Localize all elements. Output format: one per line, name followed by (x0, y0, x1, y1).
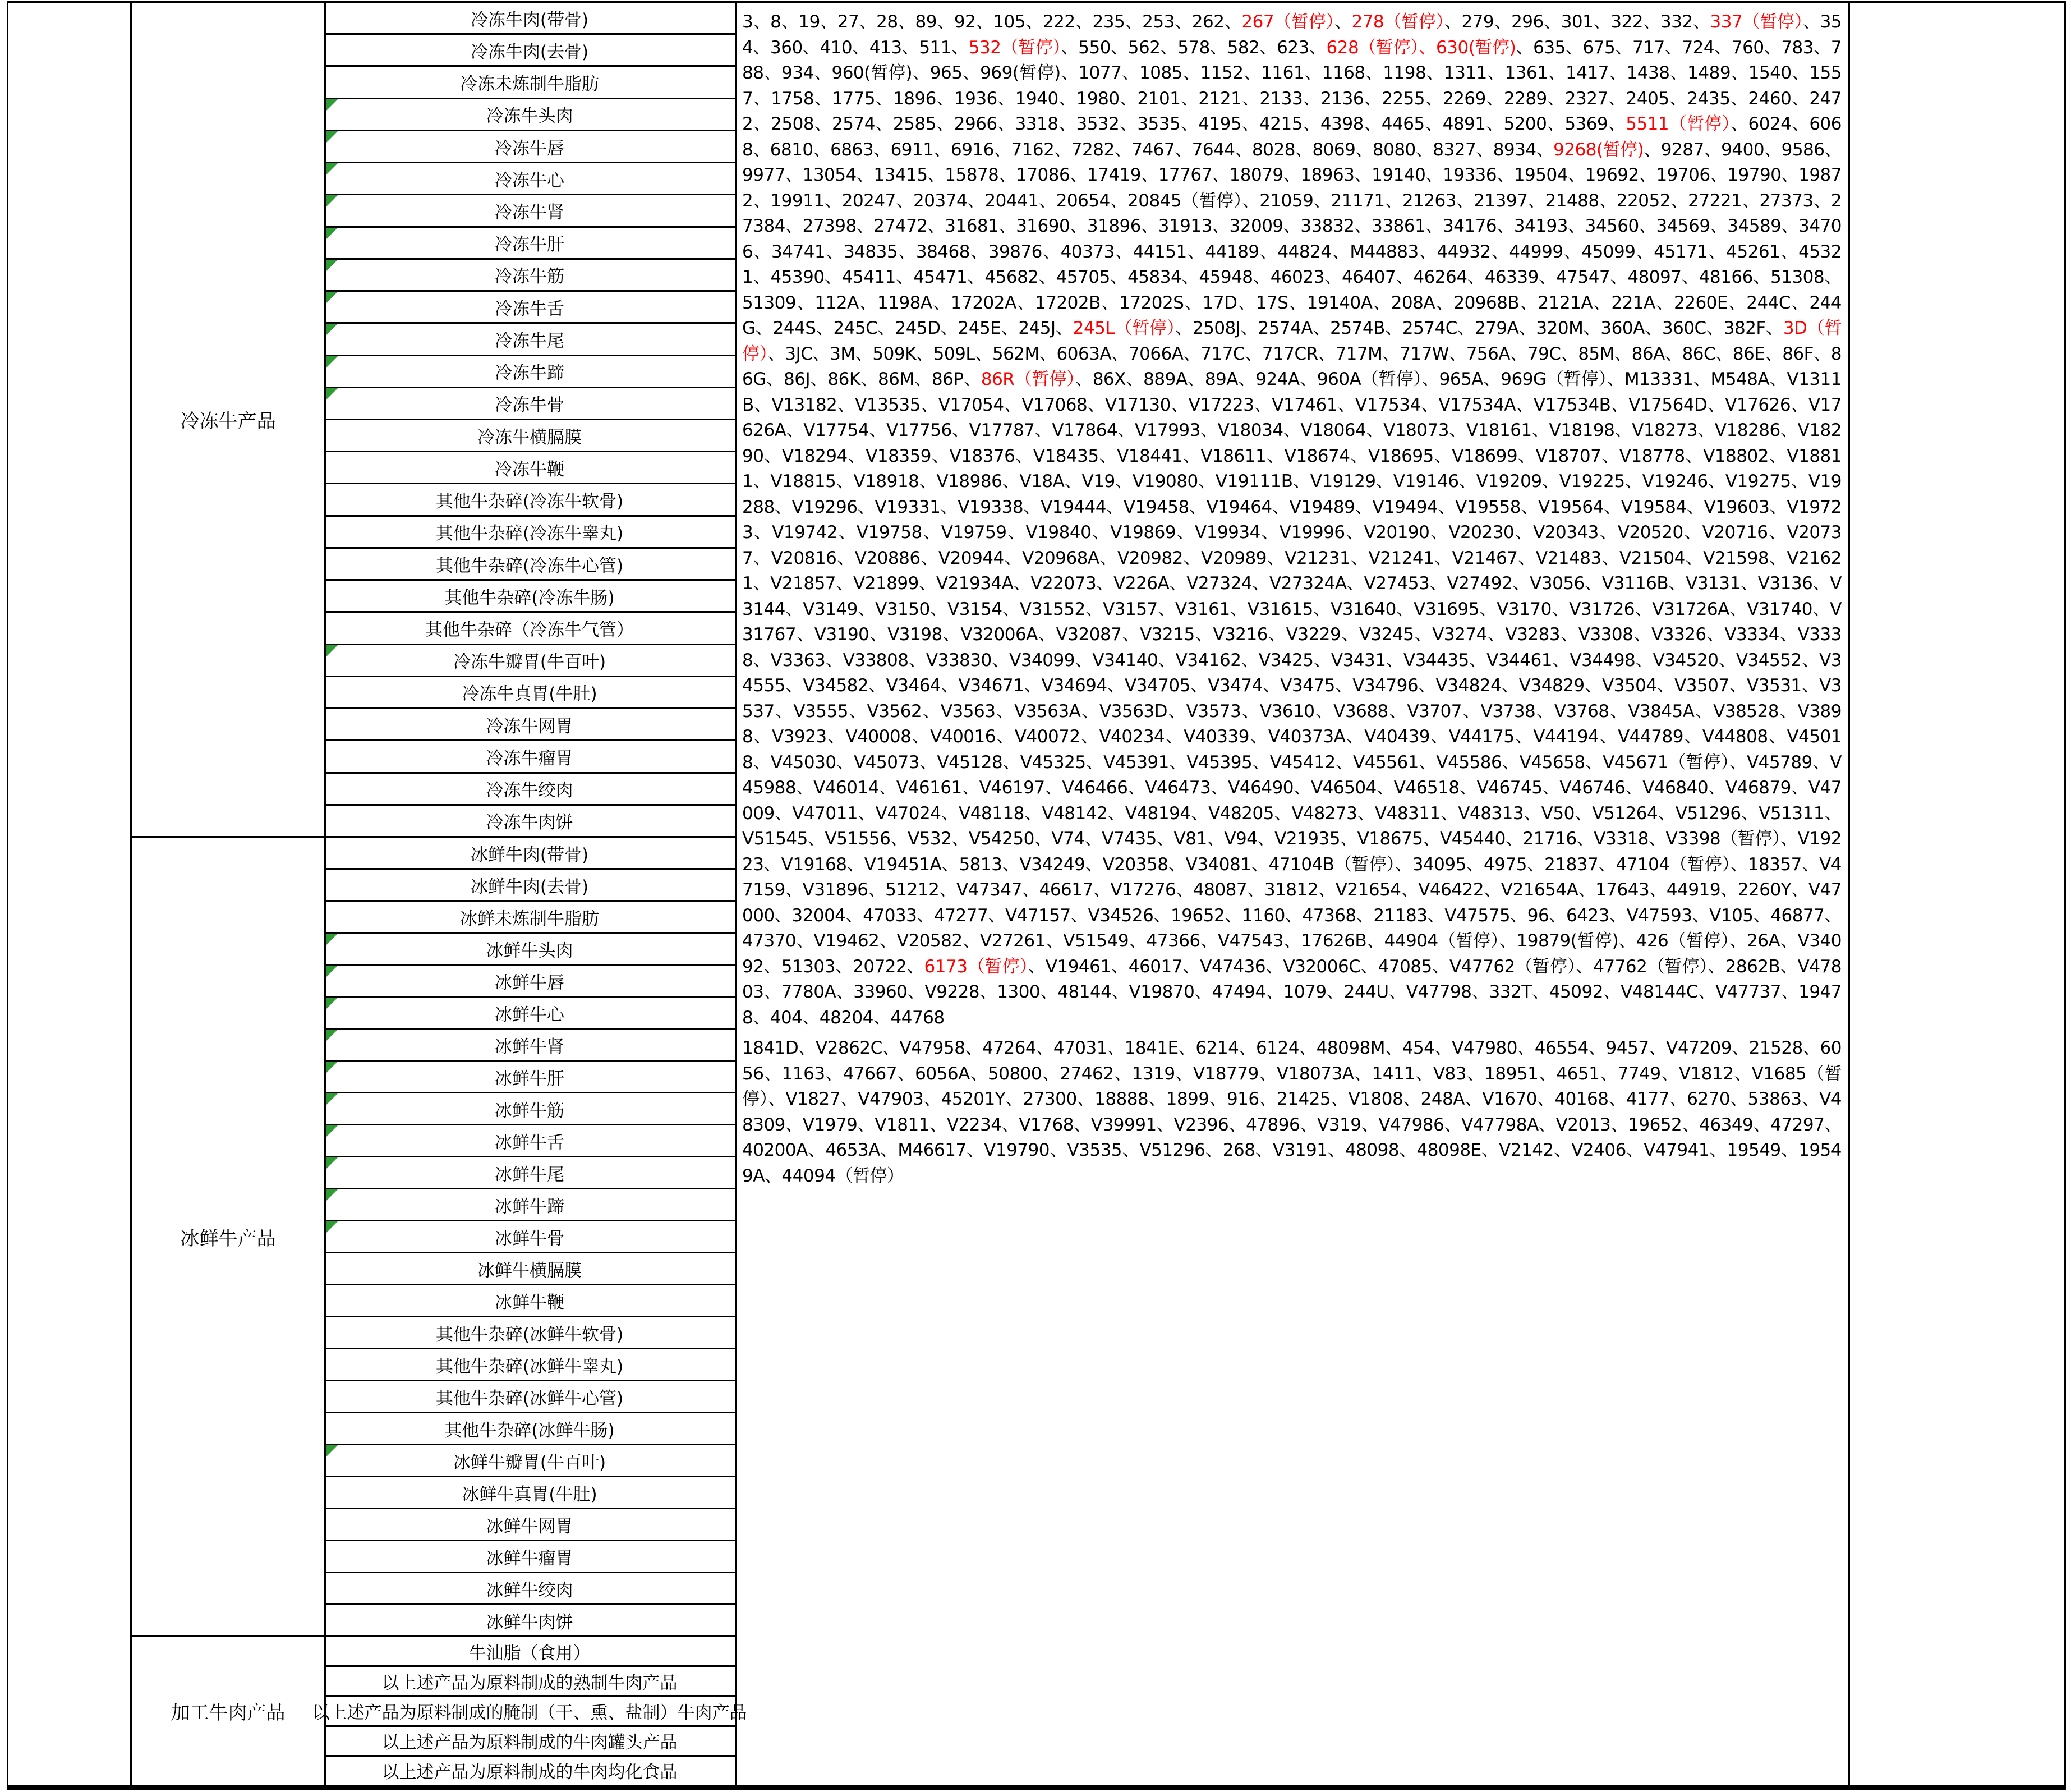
product-label: 冷冻牛绞肉 (486, 780, 573, 801)
table-bottom-border (7, 1785, 2066, 1790)
product-label: 冰鲜牛鞭 (495, 1292, 564, 1313)
product-cell[interactable] (326, 1413, 733, 1444)
number-run: 、 (1334, 12, 1352, 32)
product-cell[interactable] (326, 260, 733, 290)
product-cell[interactable] (326, 1125, 733, 1156)
comment-triangle-icon (326, 195, 338, 207)
product-cell[interactable] (326, 292, 733, 322)
product-cell[interactable] (326, 774, 733, 804)
suspended-number: 245L（暂停） (1073, 318, 1176, 338)
product-cell[interactable] (326, 1541, 733, 1572)
product-label: 其他牛杂碎(冷冻牛心管) (435, 555, 624, 576)
product-cell[interactable] (326, 966, 733, 996)
product-cell[interactable] (326, 356, 733, 387)
product-cell[interactable] (326, 1093, 733, 1124)
product-label: 冷冻牛网胃 (486, 716, 573, 737)
product-cell[interactable] (326, 581, 733, 611)
product-cell[interactable] (326, 1349, 733, 1380)
product-label: 以上述产品为原料制成的牛肉均化食品 (381, 1762, 678, 1783)
product-cell[interactable] (326, 1637, 733, 1665)
comment-triangle-icon (326, 1062, 338, 1073)
suspended-number: 337（暂停） (1710, 12, 1803, 32)
product-label: 牛油脂（食用） (468, 1643, 591, 1664)
comment-triangle-icon (326, 163, 338, 175)
product-label: 冰鲜未炼制牛脂肪 (460, 908, 599, 929)
product-label: 以上述产品为原料制成的熟制牛肉产品 (381, 1672, 678, 1693)
product-cell[interactable] (326, 1062, 733, 1092)
product-cell[interactable] (326, 420, 733, 451)
product-cell[interactable] (326, 1381, 733, 1412)
product-cell[interactable] (326, 1317, 733, 1348)
product-label: 冷冻牛骨 (495, 395, 564, 416)
product-label: 冰鲜牛尾 (495, 1164, 564, 1185)
product-cell[interactable] (326, 1285, 733, 1316)
product-cell[interactable] (326, 324, 733, 354)
comment-triangle-icon (326, 356, 338, 368)
category-cell-chilled[interactable] (132, 838, 324, 1635)
product-cell[interactable] (326, 1667, 733, 1695)
comment-triangle-icon (326, 934, 338, 945)
product-label: 冰鲜牛瓣胃(牛百叶) (453, 1452, 606, 1473)
number-run: 1841D、V2862C、V47958、47264、47031、1841E、6214、6124、48098M、454、V47980、46554、9457、V47209、21528、6056、1163、47667、6056A、50800、27462、1319、V18779、V18073A、1411、V83、18951、4651、7749、V1812、V1685（暂停）、V1827、V47903、45201Y、27300、18888、1899、916、21425、V1808、248A、V1670、40168、4177、6270、53863、V48309、V1979、V1811、V2234、V1768、V39991、V2396、47896、V319、V47986、V47798A、V2013、19652、46349、47297、40200A、4653A、M46617、V19790、V3535、V51296、268、V3191、48098、48098E、V2142、V2406、V47941、19549、19549A、44094（暂停） (742, 1038, 1842, 1186)
category-cell-frozen[interactable] (132, 3, 324, 836)
comment-triangle-icon (326, 260, 338, 272)
product-label: 其他牛杂碎(冰鲜牛软骨) (435, 1324, 624, 1345)
product-cell[interactable] (326, 1605, 733, 1635)
product-label: 冷冻未炼制牛脂肪 (460, 74, 599, 95)
product-label: 冷冻牛真胃(牛肚) (462, 684, 597, 705)
table-left-border (7, 1, 8, 1790)
product-label: 其他牛杂碎(冷冻牛睾丸) (435, 523, 624, 544)
product-label: 冰鲜牛蹄 (495, 1196, 564, 1217)
product-label: 以上述产品为原料制成的牛肉罐头产品 (381, 1733, 678, 1753)
chilled-establishment-numbers (742, 1036, 1842, 1189)
product-label: 冷冻牛唇 (495, 138, 564, 159)
comment-triangle-icon (326, 131, 338, 143)
product-cell[interactable] (326, 1030, 733, 1060)
number-run: 、86X、889A、89A、924A、960A（暂停）、965A、969G（暂停）、M13331、M548A、V1311B、V13182、V13535、V17054、V17068、V17130、V17223、V17461、V17534、V17534A、V17534B、V17564D、V17626、V17626A、V17754、V17756、V17787、V17864、V17993、V18034、V18064、V18073、V18161、V18198、V18273、V18286、V18290、V18294、V18359、V18376、V18435、V18441、V18611、V18674、V18695、V18699、V18707、V18778、V18802、V18811、V18815、V18918、V18986、V18A、V19、V19080、V19111B、V19129、V19146、V19209、V19225、V19246、V19275、V19288、V19296、V19331、V19338、V19444、V19458、V19464、V19489、V19494、V19558、V19564、V19584、V19603、V19723、V19742、V19758、V19759、V19840、V19869、V19934、V19996、V20190、V20230、V20343、V20520、V20716、V20737、V20816、V20886、V20944、V20968A、V20982、V20989、V21231、V21241、V21467、V21483、V21504、V21598、V21621、V21857、V21899、V21934A、V22073、V226A、V27324、V27324A、V27453、V27492、V3056、V3116B、V3131、V3136、V3144、V3149、V3150、V3154、V31552、V3157、V3161、V31615、V31640、V31695、V3170、V31726、V31726A、V31740、V31767、V3190、V3198、V32006A、V32087、V3215、V3216、V3229、V3245、V3274、V3283、V3308、V3326、V3334、V3338、V3363、V33808、V33830、V34099、V34140、V34162、V3425、V3431、V34435、V34461、V34498、V34520、V34552、V34555、V34582、V3464、V34671、V34694、V34705、V3474、V3475、V34796、V34824、V34829、V3504、V3507、V3531、V3537、V3555、V3562、V3563、V3563A、V3563D、V3573、V3610、V3688、V3707、V3738、V3768、V3845A、V38528、V3898、V3923、V40008、V40016、V40072、V40234、V40339、V40373A、V40439、V44175、V44194、V44789、V44808、V45018、V45030、V45073、V45128、V45325、V45391、V45395、V45412、V45561、V45586、V45658、V45671（暂停）、V45789、V45988、V46014、V46161、V46197、V46466、V46473、V46490、V46504、V46518、V46745、V46746、V46840、V46879、V47009、V47011、V47024、V48118、V48142、V48194、V48205、V48273、V48311、V48313、V50、V51264、V51296、V51311、V51545、V51556、V532、V54250、V74、V7435、V81、V94、V21935、V18675、V45440、21716、V3318、V3398（暂停）、V19223、V19168、V19451A、5813、V34249、V20358、V34081、47104B（暂停）、34095、4975、21837、47104（暂停）、18357、V47159、V31896、51212、V47347、46617、V17276、48087、31812、V21654、V46422、V21654A、17643、44919、2260Y、V47000、32004、47033、47277、V47157、V34526、19652、1160、47368、21183、V47575、96、6423、V47593、V105、46877、47370、V19462、V20582、V27261、V51549、47366、V47543、17626B、44904（暂停）、19879(暂停)、426（暂停）、26A、V34092、51303、20722、 (742, 369, 1842, 977)
product-cell[interactable] (326, 1189, 733, 1220)
product-cell[interactable] (326, 1727, 733, 1755)
product-label: 以上述产品为原料制成的腌制（干、熏、盐制）牛肉产品 (312, 1702, 747, 1723)
comment-triangle-icon (326, 228, 338, 240)
product-label: 冷冻牛鞭 (495, 459, 564, 480)
comment-triangle-icon (326, 998, 338, 1009)
suspended-number: 9268(暂停) (1553, 139, 1644, 160)
comment-triangle-icon (326, 1125, 338, 1137)
number-run: 、354、360、410、413、511、 (742, 12, 1842, 58)
suspended-number: 267（暂停） (1241, 12, 1334, 32)
suspended-number: 86R（暂停） (981, 369, 1075, 389)
product-cell[interactable] (326, 677, 733, 707)
suspended-number: 278（暂停） (1351, 12, 1444, 32)
product-label: 其他牛杂碎(冷冻牛肠) (444, 587, 615, 608)
product-label: 冷冻牛肝 (495, 235, 564, 255)
product-label: 冷冻牛蹄 (495, 363, 564, 384)
product-cell[interactable] (326, 1221, 733, 1252)
comment-triangle-icon (326, 1093, 338, 1105)
frozen-establishment-numbers (742, 10, 1842, 1031)
category-label: 冰鲜牛产品 (180, 1227, 276, 1250)
product-cell[interactable] (312, 1697, 747, 1725)
product-cell[interactable] (326, 1253, 733, 1284)
product-label: 冷冻牛心 (495, 170, 564, 191)
number-run: 、V19461、46017、V47436、V32006C、47085、V47762（暂停）、47762（暂停）、2862B、V47803、7780A、33960、V9228、1300、48144、V19870、47494、1079、244U、V47798、332T、45092、V48144C、V47737、19478、404、48204、44768 (742, 956, 1842, 1028)
product-label: 冰鲜牛横膈膜 (477, 1260, 582, 1281)
product-cell[interactable] (326, 484, 733, 514)
product-cell[interactable] (326, 1157, 733, 1188)
product-label: 冷冻牛舌 (495, 298, 564, 319)
number-run: 3、8、19、27、28、89、92、105、222、235、253、262、 (742, 12, 1242, 32)
product-cell[interactable] (326, 131, 733, 162)
suspended-number: 6173（暂停） (924, 956, 1028, 977)
category-label: 加工牛肉产品 (171, 1702, 286, 1724)
comment-triangle-icon (326, 645, 338, 657)
table-right-border (2064, 1, 2066, 1790)
establishment-numbers-cell[interactable] (737, 3, 1848, 1785)
comment-triangle-icon (326, 1030, 338, 1041)
product-cell[interactable] (326, 613, 733, 643)
category-cell-processed[interactable] (132, 1637, 324, 1785)
suspended-number: 628（暂停）、630(暂停) (1326, 37, 1516, 58)
product-cell[interactable] (326, 1757, 733, 1785)
product-label: 其他牛杂碎（冷冻牛气管） (425, 619, 634, 640)
product-label: 冷冻牛筋 (495, 266, 564, 287)
suspended-number: 3D（暂停） (742, 318, 1842, 364)
product-cell[interactable] (326, 228, 733, 258)
product-cell[interactable] (326, 163, 733, 194)
product-cell[interactable] (326, 1509, 733, 1540)
product-cell[interactable] (326, 195, 733, 226)
product-label: 冰鲜牛肉(去骨) (470, 876, 589, 897)
number-run: 、9287、9400、9586、9977、13054、13415、15878、17086、17419、17767、18079、18963、19140、19336、19504、19692、19706、19790、19872、19911、20247、20374、20441、20654、20845（暂停）、21059、21171、21263、21397、21488、22052、27221、27373、27384、27398、27472、31681、31690、31896、31913、32009、33832、33861、34176、34193、34560、34569、34589、34706、34741、34835、38468、39876、40373、44151、44189、44824、M44883、44932、44999、45099、45171、45261、45321、45390、45411、45471、45682、45705、45834、45948、46023、46407、46264、46339、47547、48097、48166、51308、51309、112A、1198A、17202A、17202B、17202S、17D、17S、19140A、208A、20968B、2121A、221A、2260E、244C、244G、244S、245C、245D、245E、245J、 (742, 139, 1842, 338)
product-label: 冷冻牛瓣胃(牛百叶) (453, 652, 606, 673)
product-cell[interactable] (326, 452, 733, 483)
comment-triangle-icon (326, 99, 338, 111)
suspended-number: 532（暂停） (968, 37, 1061, 58)
product-label: 冰鲜牛绞肉 (486, 1580, 573, 1601)
product-label: 冷冻牛肉(带骨) (470, 10, 589, 30)
number-run: 、6024、6068、6810、6863、6911、6916、7162、7282、7467、7644、8028、8069、8080、8327、8934、 (742, 114, 1842, 160)
product-cell[interactable] (326, 806, 733, 836)
product-label: 冰鲜牛骨 (495, 1228, 564, 1249)
number-run: 、550、562、578、582、623、 (1061, 37, 1327, 58)
product-label: 冰鲜牛筋 (495, 1100, 564, 1121)
product-cell[interactable] (326, 998, 733, 1028)
product-label: 冰鲜牛舌 (495, 1132, 564, 1153)
product-cell[interactable] (326, 838, 733, 868)
comment-triangle-icon (326, 388, 338, 400)
product-cell[interactable] (326, 741, 733, 771)
product-label: 冰鲜牛瘤胃 (486, 1548, 573, 1569)
product-label: 冰鲜牛心 (495, 1004, 564, 1025)
product-label: 冰鲜牛肾 (495, 1036, 564, 1057)
number-run: 、3JC、3M、509K、509L、562M、6063A、7066A、717C、717CR、717M、717W、756A、79C、85M、86A、86C、86E、86F、86G、86J、86K、86M、86P、 (742, 343, 1842, 389)
product-label: 冷冻牛横膈膜 (477, 427, 582, 448)
product-label: 冰鲜牛肝 (495, 1068, 564, 1089)
product-label: 冷冻牛瘤胃 (486, 748, 573, 769)
column-divider-4 (1848, 1, 1850, 1790)
product-label: 冷冻牛肉饼 (486, 812, 573, 833)
number-run: 、279、296、301、322、332、 (1444, 12, 1710, 32)
product-cell[interactable] (326, 645, 733, 676)
product-cell[interactable] (326, 388, 733, 419)
product-label: 冰鲜牛唇 (495, 972, 564, 993)
suspended-number: 5511（暂停） (1626, 114, 1731, 134)
comment-triangle-icon (326, 292, 338, 304)
comment-triangle-icon (326, 1189, 338, 1201)
product-label: 冷冻牛肉(去骨) (470, 42, 589, 62)
product-cell[interactable] (326, 67, 733, 97)
comment-triangle-icon (326, 966, 338, 977)
comment-triangle-icon (326, 324, 338, 336)
product-cell[interactable] (326, 1477, 733, 1508)
comment-triangle-icon (326, 1445, 338, 1457)
product-cell[interactable] (326, 934, 733, 964)
product-label: 冰鲜牛肉饼 (486, 1612, 573, 1633)
product-label: 其他牛杂碎(冷冻牛软骨) (435, 491, 624, 512)
comment-triangle-icon (326, 1157, 338, 1169)
comment-triangle-icon (326, 1221, 338, 1233)
product-label: 冷冻牛尾 (495, 330, 564, 351)
number-run: 、635、675、717、724、760、783、788、934、960(暂停)、965、969(暂停)、1077、1085、1152、1161、1168、1198、1311、1361、1417、1438、1489、1540、1557、1758、1775、1896、1936、1940、1980、2101、2121、2133、2136、2255、2269、2289、2327、2405、2435、2460、2472、2508、2574、2585、2966、3318、3532、3535、4195、4215、4398、4465、4891、5200、5369、 (742, 37, 1842, 134)
product-cell[interactable] (326, 1445, 733, 1476)
product-cell[interactable] (326, 709, 733, 739)
product-label: 其他牛杂碎(冰鲜牛肠) (444, 1420, 615, 1441)
product-label: 冷冻牛肾 (495, 202, 564, 223)
product-label: 冰鲜牛头肉 (486, 940, 573, 961)
product-cell[interactable] (326, 902, 733, 932)
product-cell[interactable] (326, 517, 733, 547)
product-cell[interactable] (326, 1573, 733, 1603)
product-cell[interactable] (326, 35, 733, 65)
product-label: 冰鲜牛肉(带骨) (470, 844, 589, 865)
number-run: 、2508J、2574A、2574B、2574C、279A、320M、360A、360C、382F、 (1175, 318, 1783, 338)
product-cell[interactable] (326, 549, 733, 579)
product-label: 冰鲜牛真胃(牛肚) (462, 1484, 597, 1505)
product-label: 其他牛杂碎(冰鲜牛心管) (435, 1388, 624, 1409)
product-cell[interactable] (326, 99, 733, 130)
product-cell[interactable] (326, 870, 733, 900)
product-label: 其他牛杂碎(冰鲜牛睾丸) (435, 1356, 624, 1377)
product-cell[interactable] (326, 3, 733, 33)
category-label: 冷冻牛产品 (180, 410, 276, 433)
product-label: 冷冻牛头肉 (486, 106, 573, 127)
product-label: 冰鲜牛网胃 (486, 1516, 573, 1537)
